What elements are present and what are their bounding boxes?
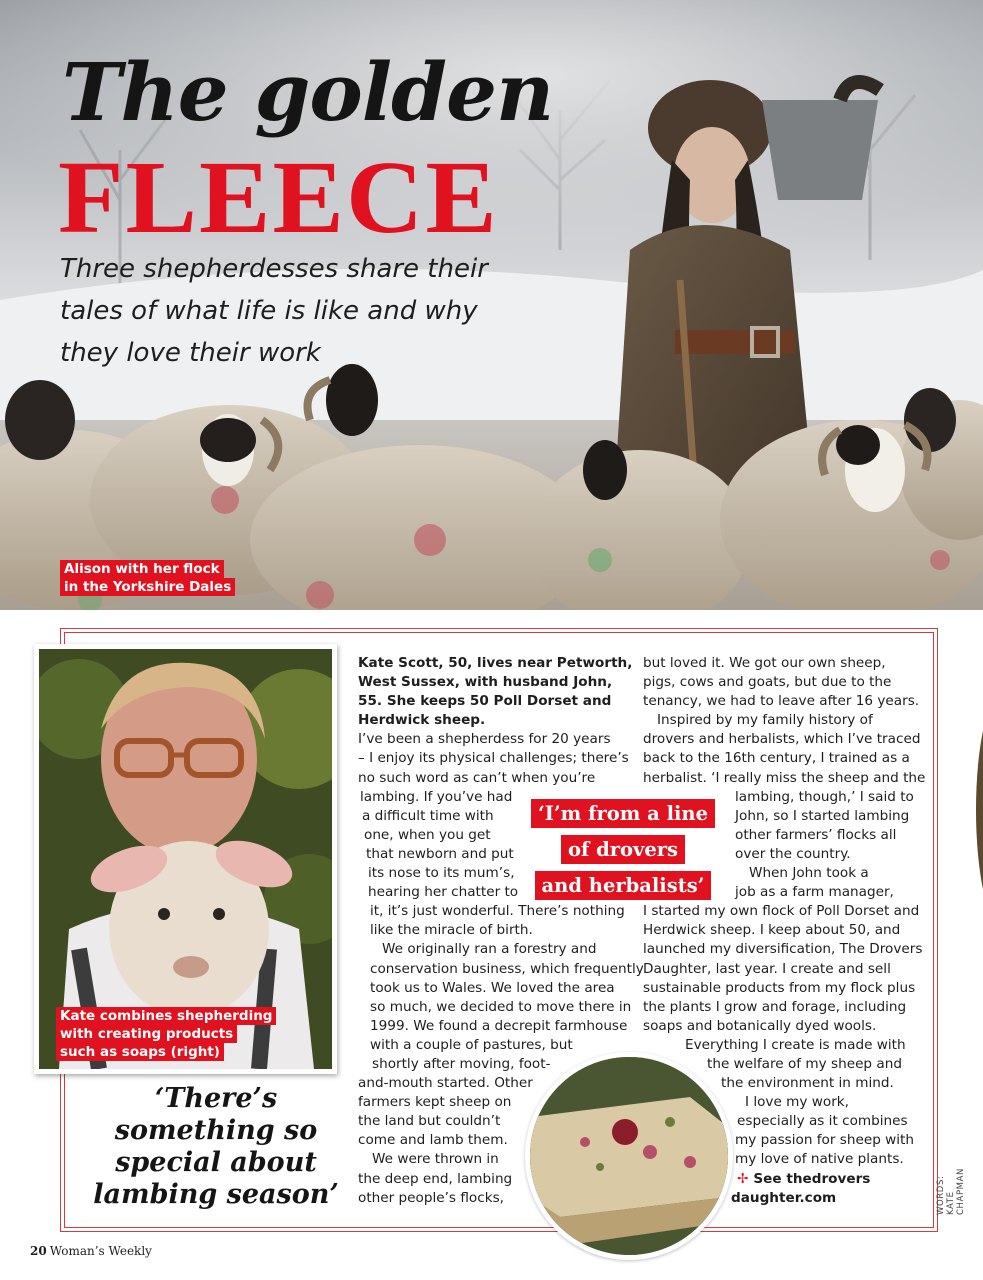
body-line	[358, 998, 644, 1017]
body-line	[358, 711, 644, 730]
body-line	[643, 673, 925, 692]
body-line-text: conservation business, which frequently	[370, 960, 644, 977]
body-line	[643, 749, 925, 768]
body-line	[358, 673, 644, 692]
body-line-text: come and lamb them.	[358, 1132, 508, 1149]
body-line-text: other people’s flocks,	[358, 1189, 504, 1206]
body-line-text: that newborn and put	[366, 845, 514, 862]
body-line	[358, 979, 644, 998]
body-line-text: Daughter, last year. I create and sell	[643, 960, 891, 977]
body-line-text: with a couple of pastures, but	[370, 1036, 573, 1053]
body-line-text: like the miracle of birth.	[370, 922, 533, 939]
body-line-text: took us to Wales. We loved the area	[370, 979, 615, 996]
see-also-icon: ✢	[737, 1170, 749, 1187]
body-line-text: its nose to its mum’s,	[368, 865, 515, 882]
body-line-text: it, it’s just wonderful. There’s nothing	[370, 903, 625, 920]
body-line-text: and-mouth started. Other	[358, 1075, 533, 1092]
soap-photo	[525, 1052, 733, 1260]
body-line	[643, 769, 925, 788]
kate-caption-line-2: with creating products	[56, 1025, 237, 1043]
body-line	[358, 654, 644, 673]
body-line	[643, 1036, 925, 1055]
body-line-text: I’ve been a shepherdess for 20 years	[358, 731, 611, 748]
body-line-text: West Sussex, with husband John,	[358, 674, 613, 691]
pullquote-mid-line-3: and herbalists’	[535, 871, 712, 900]
page-folio	[30, 1244, 152, 1258]
body-line-text: lambing. If you’ve had	[360, 788, 513, 805]
kate-caption	[56, 1007, 276, 1061]
hero-photo	[0, 0, 983, 610]
body-line-text: daughter.com	[731, 1189, 837, 1206]
pullquote-mid-line-1: ‘I’m from a line	[531, 799, 715, 828]
hero-caption-line-2: in the Yorkshire Dales	[60, 578, 235, 596]
pullquote-lambing-season: ‘There’s something so special about lambing season’	[93, 1083, 339, 1210]
body-line-text: shortly after moving, foot-	[372, 1055, 551, 1072]
body-line	[358, 902, 644, 921]
body-line-text: job as a farm manager,	[735, 884, 894, 901]
body-line-text: 55. She keeps 50 Poll Dorset and	[358, 693, 612, 710]
kate-lamb-illustration	[39, 649, 332, 1069]
body-line-text: soaps and botanically dyed wools.	[643, 1017, 877, 1034]
kate-caption-line-3: such as soaps (right)	[56, 1043, 224, 1061]
body-line-text: other farmers’ flocks all	[735, 826, 897, 843]
pullquote-mid-line-2: of drovers	[561, 835, 685, 864]
headline-line-1: The golden	[62, 45, 554, 139]
soap-illustration	[530, 1057, 728, 1255]
body-line	[643, 960, 925, 979]
body-line-text: the plants I grow and forage, including	[643, 998, 907, 1015]
body-line	[643, 902, 925, 921]
headline-line-2: FLEECE	[58, 140, 499, 255]
body-line	[643, 979, 925, 998]
body-line-text: my passion for sheep with	[735, 1132, 914, 1149]
body-line-text: I love my work,	[745, 1094, 849, 1111]
magazine-name: Woman’s Weekly	[49, 1244, 152, 1258]
body-line-text: over the country.	[735, 845, 851, 862]
body-line-text: the deep end, lambing	[358, 1170, 513, 1187]
body-line-text: the welfare of my sheep and	[707, 1055, 902, 1072]
body-line-text: I started my own flock of Poll Dorset and	[643, 903, 920, 920]
body-line-text: See thedrovers	[753, 1170, 871, 1187]
body-line-text: Herdwick sheep.	[358, 712, 486, 729]
body-line-text: especially as it combines	[737, 1113, 908, 1130]
body-line	[643, 998, 925, 1017]
body-line-text: Herdwick sheep. I keep about 50, and	[643, 922, 901, 939]
body-line	[643, 1017, 925, 1036]
body-line	[643, 940, 925, 959]
page-number: 20	[30, 1244, 47, 1258]
body-line-text: – I enjoy its physical challenges; there’s	[358, 750, 629, 767]
body-line-text: my love of native plants.	[735, 1151, 904, 1168]
body-line-text: no such word as can’t when you’re	[358, 769, 596, 786]
body-line-text: sustainable products from my flock plus	[643, 979, 916, 996]
photo-credit: WORDS: KATE CHAPMAN	[936, 1168, 966, 1215]
body-line-text: lambing, though,’ I said to	[735, 788, 914, 805]
body-line-text: We were thrown in	[372, 1151, 499, 1168]
body-line-text: When John took a	[749, 865, 869, 882]
body-line-text: pigs, cows and goats, but due to the	[643, 674, 892, 691]
body-line-text: but loved it. We got our own sheep,	[643, 655, 886, 671]
body-line	[643, 711, 925, 730]
body-line-text: hearing her chatter to	[368, 884, 519, 901]
body-line-text: launched my diversification, The Drovers	[643, 941, 923, 958]
body-line-text: Kate Scott, 50, lives near Petworth,	[358, 655, 633, 671]
body-line	[358, 960, 644, 979]
body-line	[643, 921, 925, 940]
body-line	[358, 730, 644, 749]
body-line-text: farmers kept sheep on	[358, 1094, 512, 1111]
body-line-text: tenancy, we had to leave after 16 years.	[643, 693, 920, 710]
hero-caption-line-1: Alison with her flock	[60, 560, 224, 578]
body-line-text: the environment in mind.	[721, 1075, 894, 1092]
body-line	[643, 692, 925, 711]
body-line	[358, 1036, 644, 1055]
body-line-text: drovers and herbalists, which I’ve traced	[643, 731, 921, 748]
standfirst: Three shepherdesses share their tales of what life is like and why they love their work	[60, 254, 488, 368]
body-line-text: 1999. We found a decrepit farmhouse	[370, 1017, 628, 1034]
body-line	[358, 769, 644, 788]
body-line-text: the land but couldn’t	[358, 1113, 501, 1130]
body-line-text: Everything I create is made with	[685, 1036, 906, 1053]
adjacent-page-photo-edge	[972, 690, 983, 930]
body-line-text: a difficult time with	[362, 807, 494, 824]
body-line	[358, 940, 644, 959]
body-line	[643, 654, 925, 673]
body-line-text: Inspired by my family history of	[657, 712, 873, 729]
body-line-text: so much, we decided to move there in	[370, 998, 632, 1015]
body-line-text: herbalist. ‘I really miss the sheep and the	[643, 769, 926, 786]
body-line-text: one, when you get	[364, 826, 491, 843]
body-line-text: back to the 16th century, I trained as a	[643, 750, 910, 767]
body-line	[358, 749, 644, 768]
body-line	[358, 1017, 644, 1036]
body-line-text: John, so I started lambing	[735, 807, 910, 824]
body-line	[358, 692, 644, 711]
body-line	[643, 730, 925, 749]
pullquote-drovers-herbalists	[516, 796, 730, 904]
body-line	[358, 921, 644, 940]
kate-caption-line-1: Kate combines shepherding	[56, 1007, 276, 1025]
body-line-text: We originally ran a forestry and	[382, 941, 597, 958]
hero-caption	[60, 560, 235, 596]
